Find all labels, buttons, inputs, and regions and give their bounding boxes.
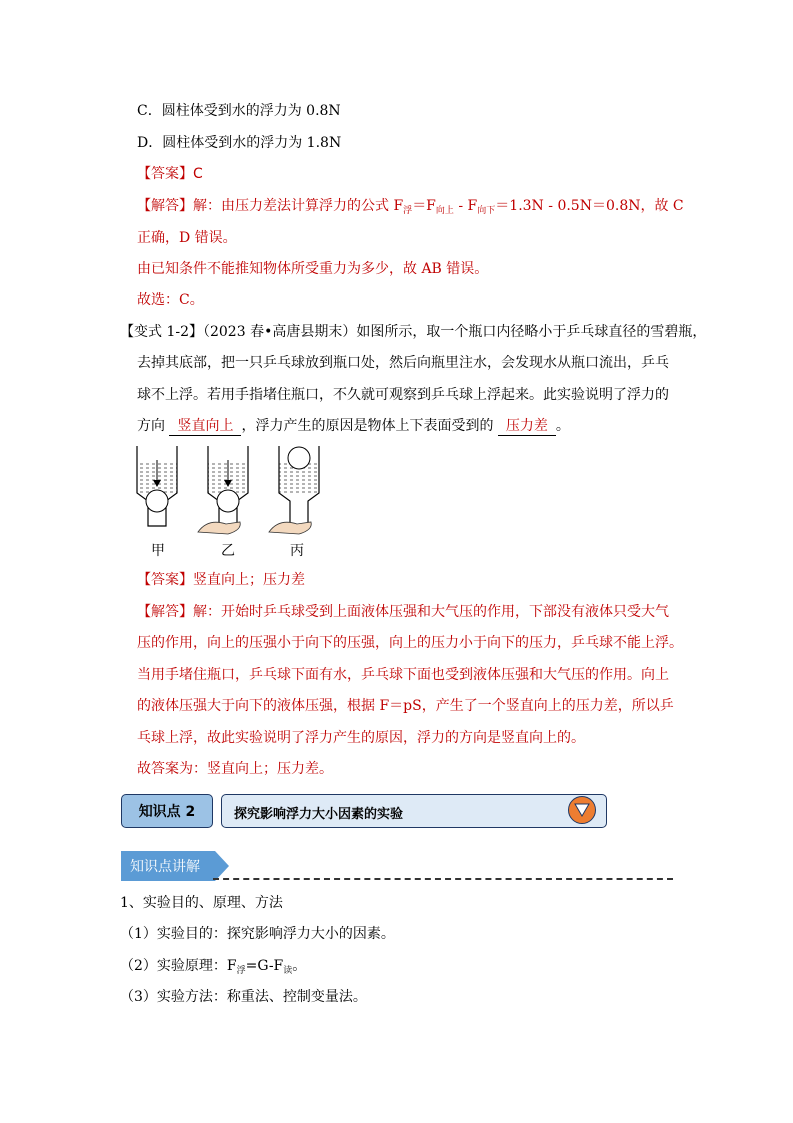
q2-analysis-line2: 压的作用，向上的压强小于向下的压强，向上的压力小于向下的压力，乒乓球不能上浮。 <box>137 635 683 651</box>
q2-stem-line3: 球不上浮。若用手指堵住瓶口，不久就可观察到乒乓球上浮起来。此实验说明了浮力的 <box>137 387 669 403</box>
answer-tag: 【答案】 <box>137 572 193 588</box>
section-heading: 1、实验目的、原理、方法 <box>120 895 283 911</box>
blank-1 <box>169 418 241 436</box>
knowledge-point-label: 知识点 2 <box>121 794 213 828</box>
bottle-bing <box>269 446 319 534</box>
stem-text: 方向 <box>137 418 165 434</box>
item-method: （3）实验方法：称重法、控制变量法。 <box>120 989 367 1005</box>
subscript: 浮 <box>403 206 413 216</box>
q2-analysis-line5: 乓球上浮，故此实验说明了浮力产生的原因，浮力的方向是竖直向上的。 <box>137 730 585 746</box>
q2-analysis-line4: 的液体压强大于向下的液体压强，根据 F＝pS，产生了一个竖直向上的压力差，所以乒 <box>137 698 674 714</box>
q2-analysis-line1 <box>137 602 669 622</box>
subscript: 读 <box>283 966 293 976</box>
analysis-text: ＝1.3N - 0.5N＝0.8N，故 C <box>495 198 684 214</box>
option-d: D．圆柱体受到水的浮力为 1.8N <box>137 135 342 151</box>
principle-text: 。 <box>292 958 307 974</box>
q1-analysis-line1 <box>137 196 684 221</box>
fig-label-bing: 丙 <box>290 543 304 559</box>
blank-1-answer: 竖直向上 <box>177 418 234 434</box>
q2-analysis-line3: 当用手堵住瓶口，乒乓球下面有水，乒乓球下面也受到液体压强和大气压的作用。向上 <box>137 667 669 683</box>
bottle-jia <box>137 446 177 526</box>
q2-final-answer: 故答案为：竖直向上；压力差。 <box>137 761 333 777</box>
q1-choice: 故选：C。 <box>137 292 204 308</box>
item-purpose: （1）实验目的：探究影响浮力大小的因素。 <box>120 926 395 942</box>
analysis-text: ＝F <box>412 198 436 214</box>
q2-stem-line2: 去掉其底部，把一只乒乓球放到瓶口处，然后向瓶里注水，会发现水从瓶口流出，乒乓 <box>137 355 669 371</box>
item-principle <box>120 956 306 981</box>
bottle-yi <box>198 446 248 534</box>
divider-dotted <box>213 878 673 880</box>
stem-text: 。 <box>555 418 570 434</box>
q2-stem-line4 <box>137 416 570 436</box>
analysis-text: 解：由压力差法计算浮力的公式 F <box>193 198 404 214</box>
stem-text: ，浮力产生的原因是物体上下表面受到的 <box>241 418 494 434</box>
experiment-figure <box>128 446 328 538</box>
q1-answer <box>137 164 203 184</box>
q2-stem-line1: 【变式 1-2】（2023 春•高唐县期末）如图所示，取一个瓶口内径略小于乒乓球直径的雪碧瓶， <box>120 324 707 340</box>
principle-text: （2）实验原理：F <box>120 958 237 974</box>
explain-banner-text: 知识点讲解 <box>130 859 200 875</box>
analysis-text: - F <box>453 198 478 214</box>
q2-answer <box>137 570 305 590</box>
blank-2 <box>498 418 556 436</box>
option-c: C．圆柱体受到水的浮力为 0.8N <box>137 103 341 119</box>
q1-analysis-line3: 由已知条件不能推知物体所受重力为多少，故 AB 错误。 <box>137 261 489 277</box>
subscript: 向上 <box>435 206 454 216</box>
knowledge-point-title-bar[interactable] <box>221 794 607 828</box>
fig-label-jia: 甲 <box>151 543 165 559</box>
answer-value: 竖直向上；压力差 <box>193 572 305 588</box>
q1-analysis-line2: 正确，D 错误。 <box>137 230 237 246</box>
answer-value: C <box>193 166 203 182</box>
analysis-tag: 【解答】 <box>137 604 193 620</box>
subscript: 浮 <box>236 966 246 976</box>
analysis-tag: 【解答】 <box>137 198 193 214</box>
fig-label-yi: 乙 <box>221 543 235 559</box>
principle-text: =G-F <box>245 958 284 974</box>
answer-tag: 【答案】 <box>137 166 193 182</box>
analysis-text: 解：开始时乒乓球受到上面液体压强和大气压的作用，下部没有液体只受大气 <box>193 604 669 620</box>
knowledge-point-title: 探究影响浮力大小因素的实验 <box>234 807 404 822</box>
blank-2-answer: 压力差 <box>505 418 548 434</box>
subscript: 向下 <box>477 206 496 216</box>
expand-triangle-icon[interactable] <box>568 796 596 824</box>
